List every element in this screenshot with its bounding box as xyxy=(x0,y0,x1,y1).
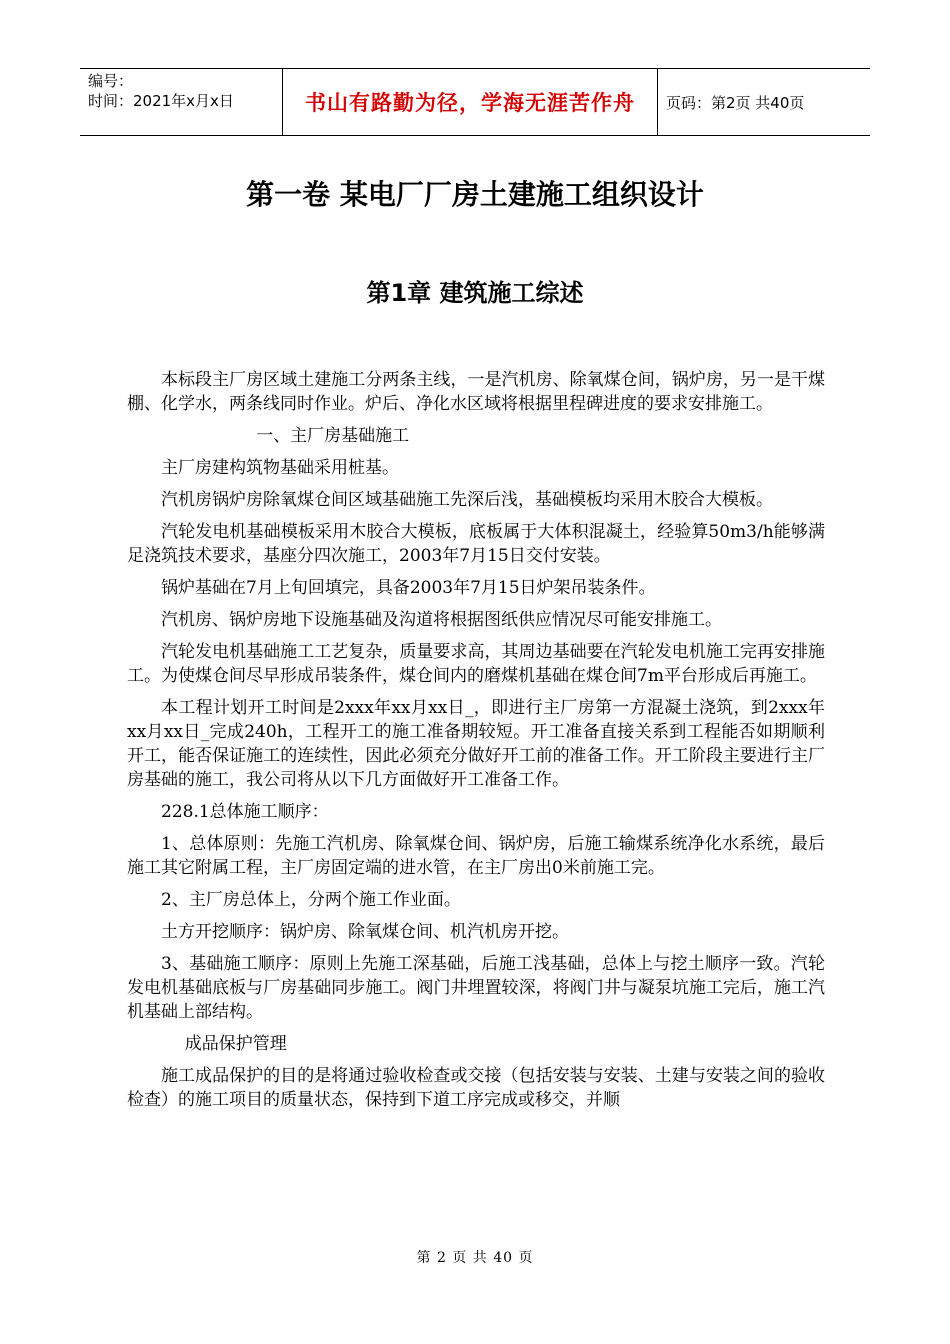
page-footer: 第 2 页 共 40 页 xyxy=(416,1250,534,1266)
paragraph: 锅炉基础在7月上旬回填完，具备2003年7月15日炉架吊装条件。 xyxy=(161,578,656,598)
paragraph: 汽轮发电机基础施工工艺复杂，质量要求高，其周边基础要在汽轮发电机施工完再安排施工。为使煤仓间尽早形成吊装条件，煤仓间内的磨煤机基础在煤仓间7m平台形成后再施工。 xyxy=(127,642,825,686)
header-motto-cell xyxy=(282,69,658,135)
paragraph: 3、基础施工顺序：原则上先施工深基础，后施工浅基础，总体上与挖土顺序一致。汽轮发电机基础底板与厂房基础同步施工。阀门井埋置较深，将阀门井与凝泵坑施工完后，施工汽机基础上部结构。 xyxy=(127,954,825,1022)
document-number-label: 编号： xyxy=(88,72,134,90)
page-header xyxy=(80,68,870,136)
section-heading: 成品保护管理 xyxy=(184,1034,287,1054)
document-title: 第一卷 某电厂厂房土建施工组织设计 xyxy=(246,178,704,211)
paragraph: 228.1总体施工顺序： xyxy=(161,802,329,822)
paragraph: 汽机房、锅炉房地下设施基础及沟道将根据图纸供应情况尽可能安排施工。 xyxy=(161,610,722,630)
paragraph: 1、总体原则：先施工汽机房、除氧煤仓间、锅炉房，后施工输煤系统净化水系统，最后施工其它附属工程，主厂房固定端的进水管，在主厂房出0米前施工完。 xyxy=(127,834,825,878)
paragraph: 主厂房建构筑物基础采用桩基。 xyxy=(161,458,399,478)
section-heading: 一、主厂房基础施工 xyxy=(256,426,410,446)
body-text xyxy=(127,368,825,1120)
paragraph: 土方开挖顺序：锅炉房、除氧煤仓间、机汽机房开挖。 xyxy=(161,922,569,942)
paragraph: 汽机房锅炉房除氧煤仓间区域基础施工先深后浅，基础模板均采用木胶合大模板。 xyxy=(161,490,773,510)
paragraph: 本工程计划开工时间是2xxx年xx月xx日_，即进行主厂房第一方混凝土浇筑，到2xxx年xx月xx日_完成240h，工程开工的施工准备期较短。开工准备直接关系到工程能否如期顺利开工，能否保证施工的连续性，因此必须充分做好开工前的准备工作。开工阶段主要进行主厂房基础的施工，我公司将从以下几方面做好开工准备工作。 xyxy=(127,698,825,790)
header-meta xyxy=(80,69,282,135)
chapter-title: 第1章 建筑施工综述 xyxy=(366,279,584,307)
header-page-label: 页码：第2页 共40页 xyxy=(666,93,805,112)
paragraph: 2、主厂房总体上，分两个施工作业面。 xyxy=(161,890,461,910)
paragraph: 本标段主厂房区域土建施工分两条主线，一是汽机房、除氧煤仓间，锅炉房，另一是干煤棚、化学水，两条线同时作业。炉后、净化水区域将根据里程碑进度的要求安排施工。 xyxy=(127,370,825,414)
header-page-cell xyxy=(658,69,870,135)
header-motto: 书山有路勤为径，学海无涯苦作舟 xyxy=(305,91,635,115)
document-date-label: 时间：2021年x月x日 xyxy=(88,92,234,110)
paragraph: 汽轮发电机基础模板采用木胶合大模板，底板属于大体积混凝土，经验算50m3/h能够满足浇筑技术要求，基座分四次施工，2003年7月15日交付安装。 xyxy=(127,522,825,566)
paragraph: 施工成品保护的目的是将通过验收检查或交接（包括安装与安装、土建与安装之间的验收检查）的施工项目的质量状态，保持到下道工序完成或移交，并顺 xyxy=(127,1066,825,1110)
